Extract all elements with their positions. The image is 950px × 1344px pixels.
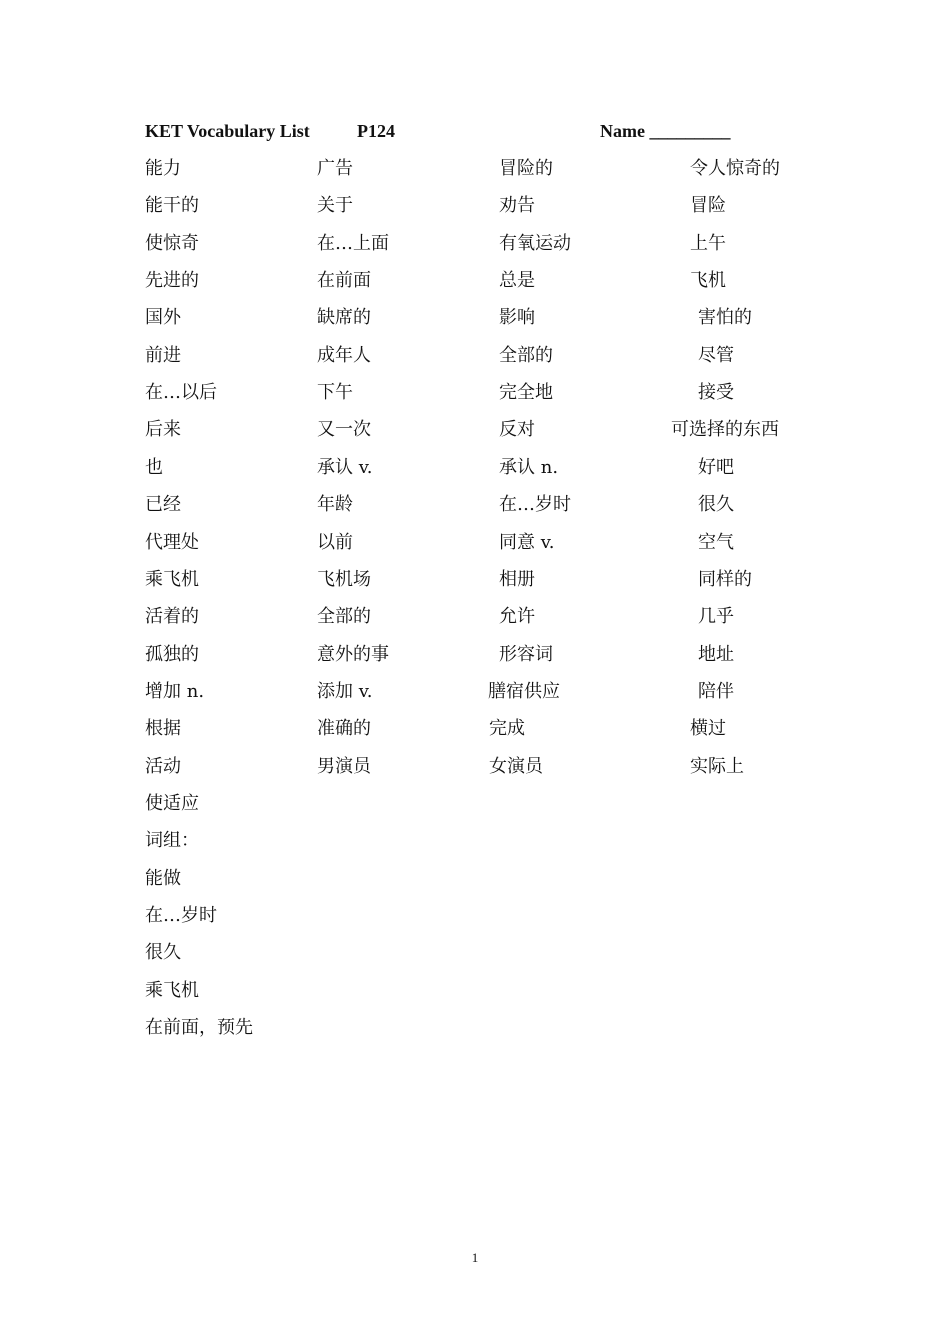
vocab-word: 准确的 [317, 718, 371, 739]
vocab-word: 上午 [690, 233, 726, 254]
page-code: P124 [357, 121, 395, 141]
vocab-word: 活动 [145, 756, 181, 777]
vocab-word: 同意 v. [499, 532, 555, 553]
vocab-word: 空气 [698, 532, 734, 553]
vocab-word: 承认 v. [317, 457, 373, 478]
vocab-word: 广告 [317, 158, 353, 179]
vocab-word: 先进的 [145, 270, 199, 291]
vocab-word: 又一次 [317, 419, 371, 440]
vocab-word: 飞机场 [317, 569, 371, 590]
vocab-word: 关于 [317, 195, 353, 216]
vocab-word: 代理处 [145, 532, 199, 553]
vocab-word: 相册 [499, 569, 535, 590]
vocab-word: 实际上 [690, 756, 744, 777]
vocab-word: 添加 v. [317, 681, 373, 702]
vocab-word: 地址 [698, 644, 734, 665]
vocab-word: 女演员 [489, 756, 543, 777]
vocab-word: 能做 [145, 868, 181, 889]
vocab-word: 增加 n. [145, 681, 205, 702]
worksheet-title: KET Vocabulary List [145, 121, 310, 141]
vocab-word: 冒险的 [499, 158, 553, 179]
vocab-word: 完全地 [499, 382, 553, 403]
vocab-word: 劝告 [499, 195, 535, 216]
worksheet-header [145, 121, 765, 145]
vocab-word: 承认 n. [499, 457, 559, 478]
vocab-word: 令人惊奇的 [690, 158, 780, 179]
vocab-word: 影响 [499, 307, 535, 328]
vocab-word: 总是 [499, 270, 535, 291]
vocab-word: 很久 [145, 942, 181, 963]
vocab-word: 已经 [145, 494, 181, 515]
vocab-word: 可选择的东西 [671, 419, 779, 440]
vocab-word: 孤独的 [145, 644, 199, 665]
vocab-word: 在…上面 [317, 233, 389, 254]
vocab-word: 能力 [145, 158, 181, 179]
vocab-word: 前进 [145, 345, 181, 366]
vocab-word: 活着的 [145, 606, 199, 627]
vocab-word: 在…以后 [145, 382, 217, 403]
vocab-word: 在…岁时 [145, 905, 217, 926]
vocab-word: 冒险 [690, 195, 726, 216]
vocab-word: 下午 [317, 382, 353, 403]
vocab-word: 意外的事 [317, 644, 389, 665]
vocab-word: 同样的 [698, 569, 752, 590]
vocab-word: 后来 [145, 419, 181, 440]
vocab-word: 以前 [317, 532, 353, 553]
vocab-word: 使惊奇 [145, 233, 199, 254]
vocab-word: 接受 [698, 382, 734, 403]
vocab-word: 形容词 [499, 644, 553, 665]
vocab-word: 年龄 [317, 494, 353, 515]
vocab-word: 很久 [698, 494, 734, 515]
vocab-word: 横过 [690, 718, 726, 739]
vocab-word: 有氧运动 [499, 233, 571, 254]
vocab-word: 反对 [499, 419, 535, 440]
vocab-word: 全部的 [499, 345, 553, 366]
vocab-word: 全部的 [317, 606, 371, 627]
vocab-word: 根据 [145, 718, 181, 739]
vocab-word: 飞机 [690, 270, 726, 291]
vocab-word: 男演员 [317, 756, 371, 777]
vocab-word: 膳宿供应 [488, 681, 560, 702]
vocab-word: 尽管 [698, 345, 734, 366]
vocab-word: 使适应 [145, 793, 199, 814]
vocab-word: 能干的 [145, 195, 199, 216]
vocab-word: 乘飞机 [145, 569, 199, 590]
vocab-word: 在前面，预先 [145, 1017, 253, 1038]
vocab-word: 几乎 [698, 606, 734, 627]
vocab-word: 害怕的 [698, 307, 752, 328]
vocab-word: 陪伴 [698, 681, 734, 702]
vocab-word: 词组： [145, 830, 199, 851]
page-number: 1 [471, 1250, 479, 1265]
vocab-word: 完成 [489, 718, 525, 739]
vocab-word: 在…岁时 [499, 494, 571, 515]
vocab-word: 允许 [499, 606, 535, 627]
vocab-word: 在前面 [317, 270, 371, 291]
vocab-word: 成年人 [317, 345, 371, 366]
vocab-word: 乘飞机 [145, 980, 199, 1001]
name-field: Name _________ [600, 121, 731, 141]
vocab-word: 缺席的 [317, 307, 371, 328]
vocab-word: 好吧 [698, 457, 734, 478]
vocab-word: 也 [145, 457, 163, 478]
vocab-word: 国外 [145, 307, 181, 328]
